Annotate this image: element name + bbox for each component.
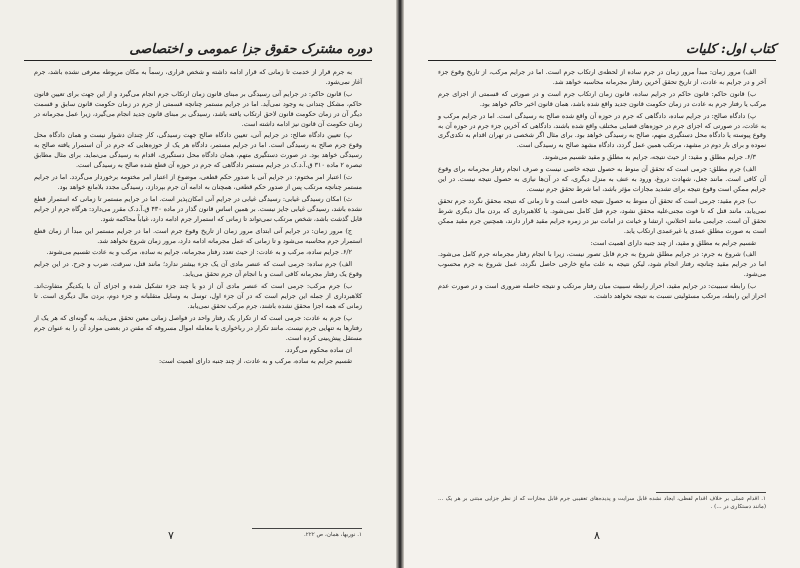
right-page-body: [438, 68, 766, 304]
page-number: ۸: [594, 529, 600, 542]
footnote: ۱. نوربها، همان، ص ۲۲۲.: [303, 532, 362, 538]
left-page-header: [24, 36, 372, 61]
paragraph: پ) جرم به عادت: جرمی است که از تکرار یک رفتار واحد در فواصل زمانی معین تحقق می‌یابد، به گونه‌ای که هر یک از رفتارها به تنهایی جرم نیست. مانند تکرار در رباخواری یا معامله اموال مسروقه که مقنن در بعضی موارد آن را به عنوان جرم مستقل پیش‌بینی کرده است.: [34, 313, 362, 342]
paragraph: پ) دادگاه صالح: در جرایم ساده، دادگاهی که جرم در حوزه آن واقع شده صالح به رسیدگی است. اما در جرایم مرکب و به عادت، در صورتی که اجزای جرم در حوزه‌های قضایی مختلف واقع شده باشند، دادگاهی که آخرین جزء جرم در حوزه آن به وقوع پیوسته یا دادگاه محل دستگیری متهم، صالح به رسیدگی خواهد بود. برای مثال اگر شخصی در تهران اقدام به تکدی‌گری نموده و برای بار دوم در مشهد، مرتکب همین عمل گردد، دادگاه مشهد صالح به رسیدگی است.: [438, 111, 766, 150]
right-page-header: [428, 36, 776, 61]
paragraph: ب) جرم مرکب: جرمی است که عنصر مادی آن از دو یا چند جزء تشکیل شده و اجزای آن با یکدیگر متفاوت‌اند. کلاهبرداری از جمله این جرایم است که در آن جزء اول، توسل به وسایل متقلبانه و جزء دوم، بردن مال دیگری است. تا زمانی که همه اجزا محقق نشده باشند، جرم مرکب تحقق نمی‌یابد.: [34, 282, 362, 310]
paragraph: ب) رابطه سببیت: در جرایم مقید، احراز رابطه سببیت میان رفتار مرتکب و نتیجه حاصله ضروری است و در صورت عدم احراز این رابطه، مرتکب مسئولیتی نسبت به نتیجه نخواهد داشت.: [438, 282, 766, 301]
paragraph: ت) اعتبار امر مختوم: در جرایم آنی با صدور حکم قطعی، موضوع از اعتبار امر مختومه برخوردار می‌گردد. اما در جرایم مستمر چنانچه مرتکب پس از صدور حکم قطعی، همچنان به ادامه آن جرم بپردازد، رسیدگی مجدد بلامانع خواهد بود.: [34, 173, 362, 191]
footnote: ۱. اقدام عملی بر خلاف اقدام لفظی، ایجاد نشده قابل سرایت و پدیده‌های تعقیبی جرم قابل مجازات که از نظر جزایی مبتنی بر هر یک ... (مانند دستکاری در ...) .: [438, 496, 766, 510]
paragraph: الف) جرم ساده: جرمی است که عنصر مادی آن یک جزء بیشتر ندارد؛ مانند قتل، سرقت، ضرب و جرح. در این جرایم وقوع یک رفتار مجرمانه کافی است و با انجام آن جرم تحقق می‌یابد.: [34, 260, 362, 279]
right-page: [404, 0, 800, 568]
running-head: دوره مشترک حقوق جزا عمومی و اختصاصی: [129, 42, 372, 57]
paragraph: ۶/۳. جرایم مطلق و مقید: از حیث نتیجه، جرایم به مطلق و مقید تقسیم می‌شوند.: [542, 153, 756, 162]
paragraph: تقسیم جرایم به ساده، مرکب و به عادت، از چند جنبه دارای اهمیت است:: [158, 357, 352, 366]
page-number: ۷: [168, 529, 174, 542]
left-page-body: [34, 68, 362, 369]
paragraph: تقسیم جرایم به مطلق و مقید، از چند جنبه دارای اهمیت است:: [590, 238, 756, 247]
paragraph: الف) شروع به جرم: در جرایم مطلق شروع به جرم قابل تصور نیست، زیرا با انجام رفتار مجرمانه جرم کامل می‌شود. اما در جرایم مقید چنانچه رفتار انجام شود، لیکن نتیجه به علت مانع خارجی حاصل نگردد، عمل شروع به جرم محسوب می‌شود.: [438, 250, 766, 279]
left-page: [0, 0, 396, 568]
paragraph: الف) جرم مطلق: جرمی است که تحقق آن منوط به حصول نتیجه خاصی نیست و صرف انجام رفتار مجرمانه برای وقوع آن کافی است. مانند جعل، شهادت دروغ، ورود به عنف به منزل دیگری، که در آن‌ها نیازی به حصول نتیجه نیست. در این جرایم ممکن است وقوع نتیجه برای تشدید مجازات مؤثر باشد، اما شرط تحقق جرم نیست.: [438, 165, 766, 193]
footnote-rule: [656, 492, 766, 493]
paragraph: ب) جرم مقید: جرمی است که تحقق آن منوط به حصول نتیجه خاصی است و تا زمانی که نتیجه محقق نگردد جرم تحقق نمی‌یابد، مانند قتل که تا فوت مجنی‌علیه محقق نشود، جرم قتل کامل نمی‌شود. یا کلاهبرداری که بردن مال دیگری شرط تحقق آن است. جرایمی مانند اختلاس، ارتشا و خیانت در امانت نیز در زمره جرایم مقید قرار دارند، همچنین جرم مقید ممکن است به صورت مطلق عمدی یا غیرعمدی ارتکاب یابد.: [438, 196, 766, 235]
paragraph: ان ساده محکوم می‌گردد.: [284, 345, 352, 354]
paragraph: ب) قانون حاکم: در جرایم آنی رسیدگی بر مبنای قانون زمان ارتکاب جرم انجام می‌گیرد و از این جهت برای تعیین قانون حاکم، مشکل چندانی به وجود نمی‌آید. اما در جرایم مستمر چنانچه قسمتی از جرم در زمان حکومت قانون سابق و قسمت دیگر آن در زمان حکومت قانون لاحق ارتکاب یافته باشد، رسیدگی بر مبنای قانون جدید انجام می‌گیرد، زیرا عمل مجرمانه در زمان حکومت آن قانون نیز ادامه داشته است.: [34, 89, 362, 128]
paragraph: ۶/۲. جرایم ساده، مرکب و به عادت: از حیث تعدد رفتار مجرمانه، جرایم به ساده، مرکب و به عادت تقسیم می‌شوند.: [46, 248, 352, 257]
paragraph: ث) امکان رسیدگی غیابی: رسیدگی غیابی در جرایم آنی امکان‌پذیر است. اما در جرایم مستمر تا زمانی که استمرار قطع نشده باشد، رسیدگی غیابی جایز نیست. بر همین اساس قانون گذار در ماده ۴۳۰ ق.آ.د.ک مقرر می‌دارد: هرگاه جرم از جرایم قابل گذشت باشد، شخص مرتکب نمی‌تواند تا زمانی که استمرار جرم ادامه دارد، غیاباً محاکمه شود.: [34, 194, 362, 223]
paragraph: ج) مرور زمان: در جرایم آنی ابتدای مرور زمان از تاریخ وقوع جرم است. اما در جرایم مستمر این مبدأ از زمان قطع استمرار جرم محاسبه می‌شود و تا زمانی که عمل مجرمانه ادامه دارد، مرور زمان شروع نخواهد شد.: [34, 226, 362, 245]
paragraph: به جرم قرار از خدمت تا زمانی که قرار ادامه داشته و شخص فراری، رسماً به مکان مربوطه معرفی نشده باشد، جرم آغاز نمی‌شود.: [34, 68, 362, 86]
paragraph: الف) مرور زمان: مبدأ مرور زمان در جرم ساده از لحظه‌ی ارتکاب جرم است. اما در جرایم مرکب، از تاریخ وقوع جزء آخر و در جرایم به عادت، از تاریخ تحقق آخرین رفتار مجرمانه محاسبه خواهد شد.: [438, 68, 766, 86]
paragraph: پ) تعیین دادگاه صالح: در جرایم آنی، تعیین دادگاه صالح جهت رسیدگی، کار چندان دشوار نیست و همان دادگاه محل وقوع جرم صالح به رسیدگی است. اما در جرایم مستمر، دادگاه هر یک از حوزه‌هایی که جرم در آن استمرار یافته صالح به رسیدگی خواهد بود. در صورت دستگیری متهم، همان دادگاه محل دستگیری، اقدام به رسیدگی می‌نماید. برای مثال مطابق تبصره ۲ ماده ۳۱۰ ق.آ.د.ک در جرایم مستمر دادگاهی که جرم در حوزه آن قطع شده صالح به رسیدگی است.: [34, 131, 362, 170]
paragraph: ب) قانون حاکم: قانون حاکم در جرایم ساده، قانون زمان ارتکاب جرم است و در صورتی که قسمتی از اجزای جرم مرکب یا رفتار جرم به عادت در زمان حکومت قانون جدید واقع شده باشد، همان قانون اخیر حاکم خواهد بود.: [438, 89, 766, 108]
footnote-rule: [252, 528, 362, 529]
running-head: کتاب اول: کلیات: [685, 42, 776, 57]
book-gutter: [396, 0, 404, 568]
